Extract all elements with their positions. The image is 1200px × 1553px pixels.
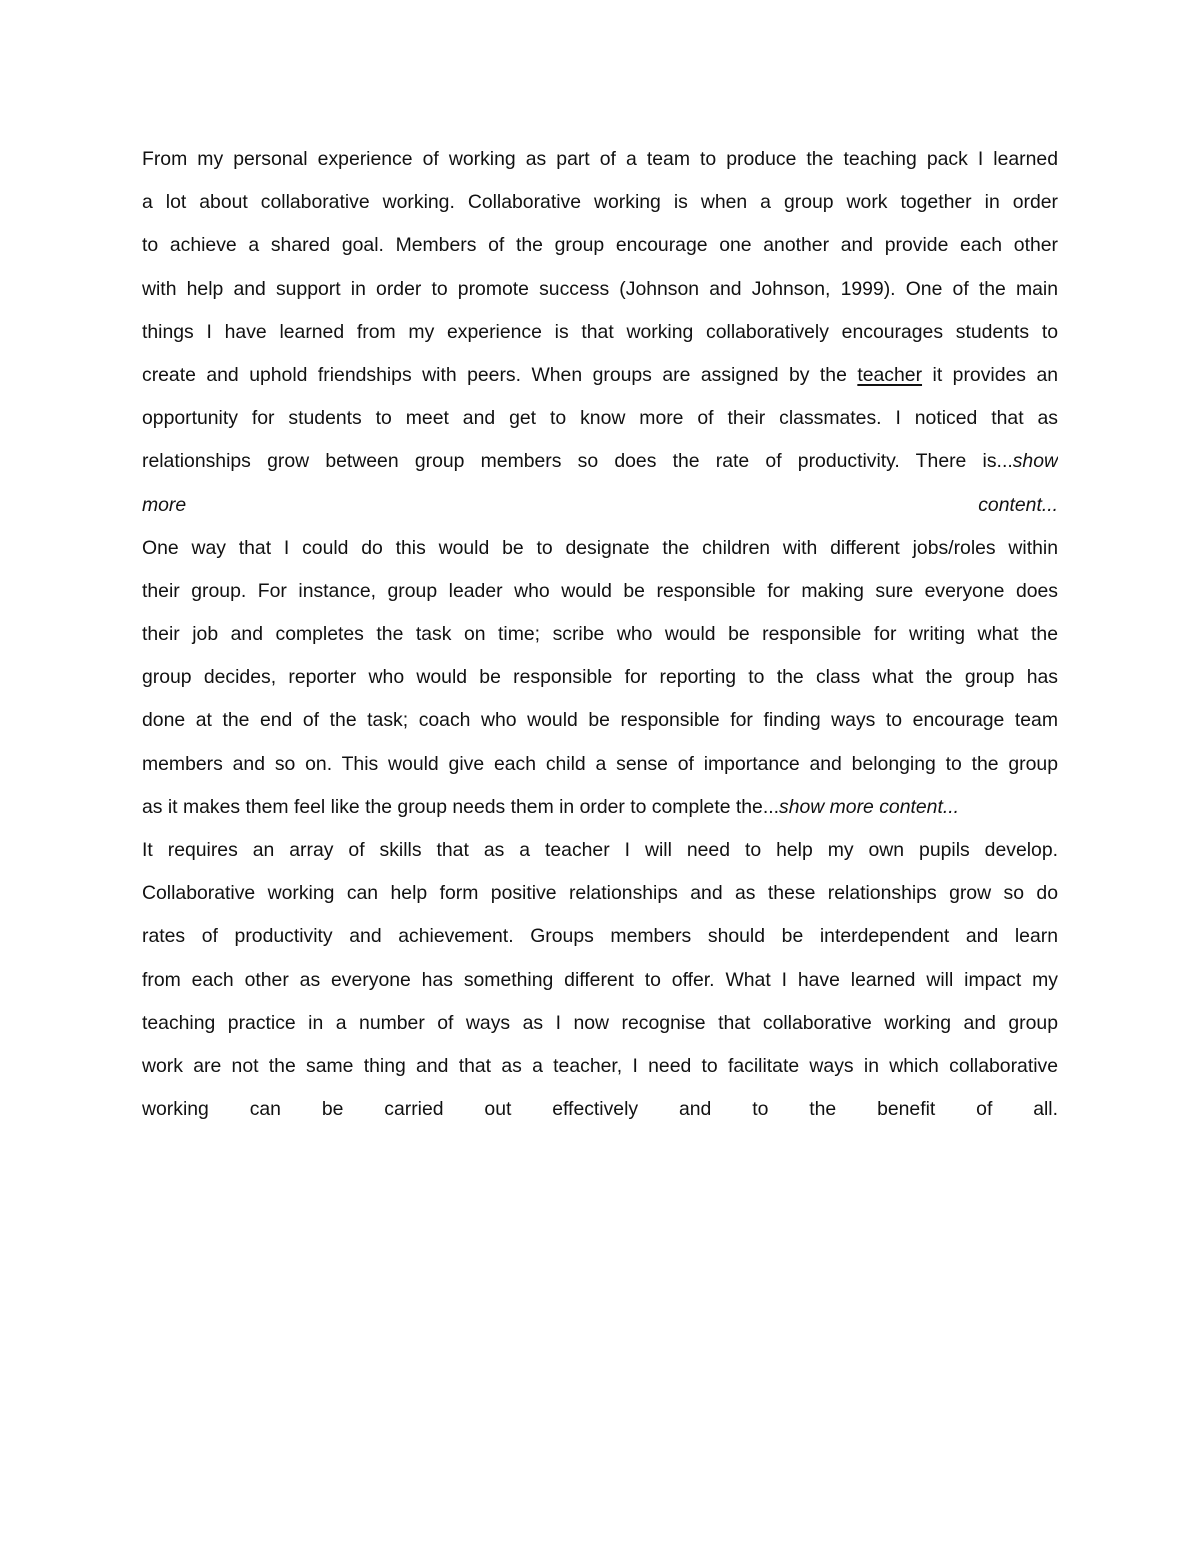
text-line: group decides, reporter who would be responsible for reporting to the class what the group has bbox=[142, 666, 1058, 689]
text-line: teaching practice in a number of ways as I now recognise that collaborative working and group bbox=[142, 1011, 1058, 1034]
text-line: to achieve a shared goal. Members of the group encourage one another and provide each other bbox=[142, 234, 1058, 257]
text-line bbox=[142, 484, 1058, 527]
show-more-link[interactable]: more bbox=[142, 493, 187, 516]
text-line: members and so on. This would give each child a sense of importance and belonging to the group bbox=[142, 752, 1058, 775]
text-line: rates of productivity and achievement. Groups members should be interdependent and learn bbox=[142, 925, 1058, 948]
text-segment: create and uphold friendships with peers. When groups are assigned by the bbox=[142, 363, 858, 386]
text-line: From my personal experience of working as part of a team to produce the teaching pack I learned bbox=[142, 148, 1058, 170]
text-line: their group. For instance, group leader who would be responsible for making sure everyone does bbox=[142, 579, 1058, 602]
text-line bbox=[142, 786, 1058, 829]
text-line: done at the end of the task; coach who would be responsible for finding ways to encourage team bbox=[142, 709, 1058, 732]
show-more-link[interactable]: content... bbox=[978, 493, 1058, 516]
text-segment: it provides an bbox=[922, 363, 1058, 386]
show-more-link[interactable]: show more content... bbox=[779, 795, 959, 818]
text-line: One way that I could do this would be to designate the children with different jobs/roles within bbox=[142, 536, 1058, 559]
text-line: their job and completes the task on time; scribe who would be responsible for writing what the bbox=[142, 623, 1058, 646]
essay-body bbox=[142, 138, 1058, 1131]
text-line bbox=[142, 440, 1058, 483]
text-line: things I have learned from my experience is that working collaboratively encourages students to bbox=[142, 320, 1058, 343]
text-line: a lot about collaborative working. Collaborative working is when a group work together in order bbox=[142, 191, 1058, 214]
text-segment: as it makes them feel like the group needs them in order to complete the... bbox=[142, 795, 779, 818]
text-line: Collaborative working can help form positive relationships and as these relationships grow so do bbox=[142, 882, 1058, 905]
text-segment: relationships grow between group members so does the rate of productivity. There is... bbox=[142, 450, 1013, 473]
text-line: It requires an array of skills that as a teacher I will need to help my own pupils develop. bbox=[142, 839, 1058, 861]
text-line bbox=[142, 354, 1058, 397]
show-more-link[interactable]: show bbox=[1012, 450, 1058, 473]
text-line: work are not the same thing and that as a teacher, I need to facilitate ways in which collaborative bbox=[142, 1054, 1058, 1077]
text-line: from each other as everyone has something different to offer. What I have learned will impact my bbox=[142, 968, 1058, 991]
text-line: with help and support in order to promote success (Johnson and Johnson, 1999). One of the main bbox=[142, 277, 1058, 300]
text-line: working can be carried out effectively and to the benefit of all. bbox=[142, 1098, 1058, 1121]
text-line: opportunity for students to meet and get to know more of their classmates. I noticed that as bbox=[142, 407, 1058, 430]
teacher-link[interactable]: teacher bbox=[857, 363, 923, 386]
